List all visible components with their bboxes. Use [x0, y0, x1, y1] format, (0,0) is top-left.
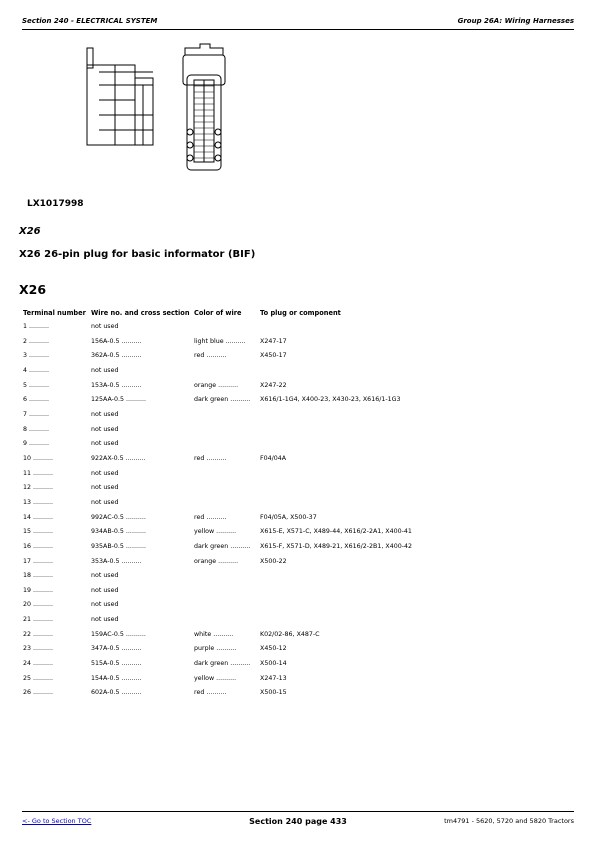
terminal-cell: 22 ..........: [23, 630, 54, 638]
column-header-destination: To plug or component: [260, 309, 341, 317]
destination-cell: X247-13: [260, 674, 287, 682]
color-cell: dark green ..........: [194, 396, 251, 404]
table-row: [0, 367, 596, 382]
color-cell: red ..........: [194, 689, 227, 697]
terminal-cell: 26 ..........: [23, 689, 54, 697]
color-cell: dark green ..........: [194, 660, 251, 668]
destination-cell: X616/1-1G4, X400-23, X430-23, X616/1-1G3: [260, 396, 401, 404]
color-cell: orange ..........: [194, 381, 239, 389]
column-header-color: Color of wire: [194, 309, 242, 317]
table-row: [0, 352, 596, 367]
table-row: [0, 455, 596, 470]
terminal-cell: 19 ..........: [23, 586, 54, 594]
wire-cell: not used: [91, 410, 119, 418]
table-row: [0, 382, 596, 397]
destination-cell: X500-14: [260, 660, 287, 668]
terminal-cell: 8 ..........: [23, 425, 50, 433]
table-row: [0, 675, 596, 690]
wire-cell: 347A-0.5 ..........: [91, 645, 142, 653]
color-cell: orange ..........: [194, 557, 239, 565]
table-row: [0, 572, 596, 587]
wire-cell: not used: [91, 586, 119, 594]
connector-title: X26: [19, 226, 41, 237]
terminal-cell: 9 ..........: [23, 440, 50, 448]
terminal-cell: 5 ..........: [23, 381, 50, 389]
wire-cell: 156A-0.5 ..........: [91, 337, 142, 345]
color-cell: light blue ..........: [194, 337, 246, 345]
wire-cell: 362A-0.5 ..........: [91, 352, 142, 360]
wire-cell: not used: [91, 484, 119, 492]
terminal-cell: 23 ..........: [23, 645, 54, 653]
wire-cell: 353A-0.5 ..........: [91, 557, 142, 565]
table-row: [0, 689, 596, 704]
table-row: [0, 323, 596, 338]
wire-cell: 159AC-0.5 ..........: [91, 630, 146, 638]
wire-cell: not used: [91, 440, 119, 448]
section-title: Section 240 - ELECTRICAL SYSTEM: [22, 17, 158, 25]
terminal-table: [0, 323, 596, 704]
page-footer: [22, 811, 574, 832]
destination-cell: X247-22: [260, 381, 287, 389]
table-heading: X26: [19, 282, 47, 297]
destination-cell: X615-F, X571-D, X489-21, X616/2-2B1, X400-42: [260, 542, 412, 550]
wire-cell: not used: [91, 366, 119, 374]
terminal-cell: 18 ..........: [23, 572, 54, 580]
wire-cell: not used: [91, 498, 119, 506]
terminal-cell: 15 ..........: [23, 528, 54, 536]
wire-cell: not used: [91, 469, 119, 477]
color-cell: red ..........: [194, 454, 227, 462]
terminal-cell: 4 ..........: [23, 366, 50, 374]
color-cell: purple ..........: [194, 645, 237, 653]
wire-cell: 154A-0.5 ..........: [91, 674, 142, 682]
wire-cell: not used: [91, 601, 119, 609]
destination-cell: X500-15: [260, 689, 287, 697]
color-cell: yellow ..........: [194, 674, 237, 682]
terminal-cell: 24 ..........: [23, 660, 54, 668]
table-row: [0, 645, 596, 660]
table-row: [0, 514, 596, 529]
terminal-cell: 7 ..........: [23, 410, 50, 418]
destination-cell: K02/02-86, X487-C: [260, 630, 320, 638]
terminal-cell: 21 ..........: [23, 616, 54, 624]
table-row: [0, 528, 596, 543]
section-toc-link[interactable]: <- Go to Section TOC: [22, 817, 92, 825]
terminal-cell: 17 ..........: [23, 557, 54, 565]
wire-cell: 125AA-0.5 ..........: [91, 396, 146, 404]
wire-cell: 922AX-0.5 ..........: [91, 454, 146, 462]
destination-cell: F04/05A, X500-37: [260, 513, 317, 521]
destination-cell: X450-12: [260, 645, 287, 653]
table-row: [0, 411, 596, 426]
destination-cell: X500-22: [260, 557, 287, 565]
terminal-cell: 13 ..........: [23, 498, 54, 506]
table-row: [0, 396, 596, 411]
table-header: [0, 309, 596, 319]
destination-cell: X247-17: [260, 337, 287, 345]
page-header: [22, 14, 574, 30]
terminal-cell: 20 ..........: [23, 601, 54, 609]
connector-figure: [75, 40, 240, 180]
table-row: [0, 338, 596, 353]
wire-cell: 602A-0.5 ..........: [91, 689, 142, 697]
table-row: [0, 440, 596, 455]
terminal-cell: 2 ..........: [23, 337, 50, 345]
table-row: [0, 601, 596, 616]
wire-cell: 992AC-0.5 ..........: [91, 513, 146, 521]
page-number: Section 240 page 433: [249, 817, 347, 826]
color-cell: red ..........: [194, 513, 227, 521]
wire-cell: not used: [91, 572, 119, 580]
wire-cell: 153A-0.5 ..........: [91, 381, 142, 389]
document-title: tm4791 - 5620, 5720 and 5820 Tractors: [444, 817, 574, 825]
wire-cell: 515A-0.5 ..........: [91, 660, 142, 668]
connector-description: X26 26-pin plug for basic informator (BIF): [19, 249, 256, 260]
group-title: Group 26A: Wiring Harnesses: [457, 17, 574, 25]
terminal-cell: 1 ..........: [23, 323, 50, 330]
terminal-cell: 25 ..........: [23, 674, 54, 682]
terminal-cell: 14 ..........: [23, 513, 54, 521]
color-cell: dark green ..........: [194, 542, 251, 550]
terminal-cell: 6 ..........: [23, 396, 50, 404]
column-header-wire: Wire no. and cross section: [91, 309, 190, 317]
wire-cell: 935AB-0.5 ..........: [91, 542, 146, 550]
terminal-cell: 11 ..........: [23, 469, 54, 477]
destination-cell: X615-E, X571-C, X489-44, X616/2-2A1, X400-41: [260, 528, 412, 536]
column-header-terminal: Terminal number: [23, 309, 86, 317]
table-row: [0, 558, 596, 573]
terminal-cell: 10 ..........: [23, 454, 54, 462]
table-row: [0, 426, 596, 441]
wire-cell: not used: [91, 616, 119, 624]
terminal-cell: 3 ..........: [23, 352, 50, 360]
terminal-cell: 16 ..........: [23, 542, 54, 550]
table-row: [0, 499, 596, 514]
table-row: [0, 587, 596, 602]
destination-cell: F04/04A: [260, 454, 287, 462]
table-row: [0, 616, 596, 631]
wire-cell: not used: [91, 323, 119, 330]
table-row: [0, 470, 596, 485]
table-row: [0, 484, 596, 499]
destination-cell: X450-17: [260, 352, 287, 360]
terminal-cell: 12 ..........: [23, 484, 54, 492]
table-row: [0, 631, 596, 646]
wire-cell: not used: [91, 425, 119, 433]
figure-label: LX1017998: [27, 199, 84, 209]
wire-cell: 934AB-0.5 ..........: [91, 528, 146, 536]
table-row: [0, 660, 596, 675]
color-cell: red ..........: [194, 352, 227, 360]
color-cell: white ..........: [194, 630, 234, 638]
table-row: [0, 543, 596, 558]
color-cell: yellow ..........: [194, 528, 237, 536]
